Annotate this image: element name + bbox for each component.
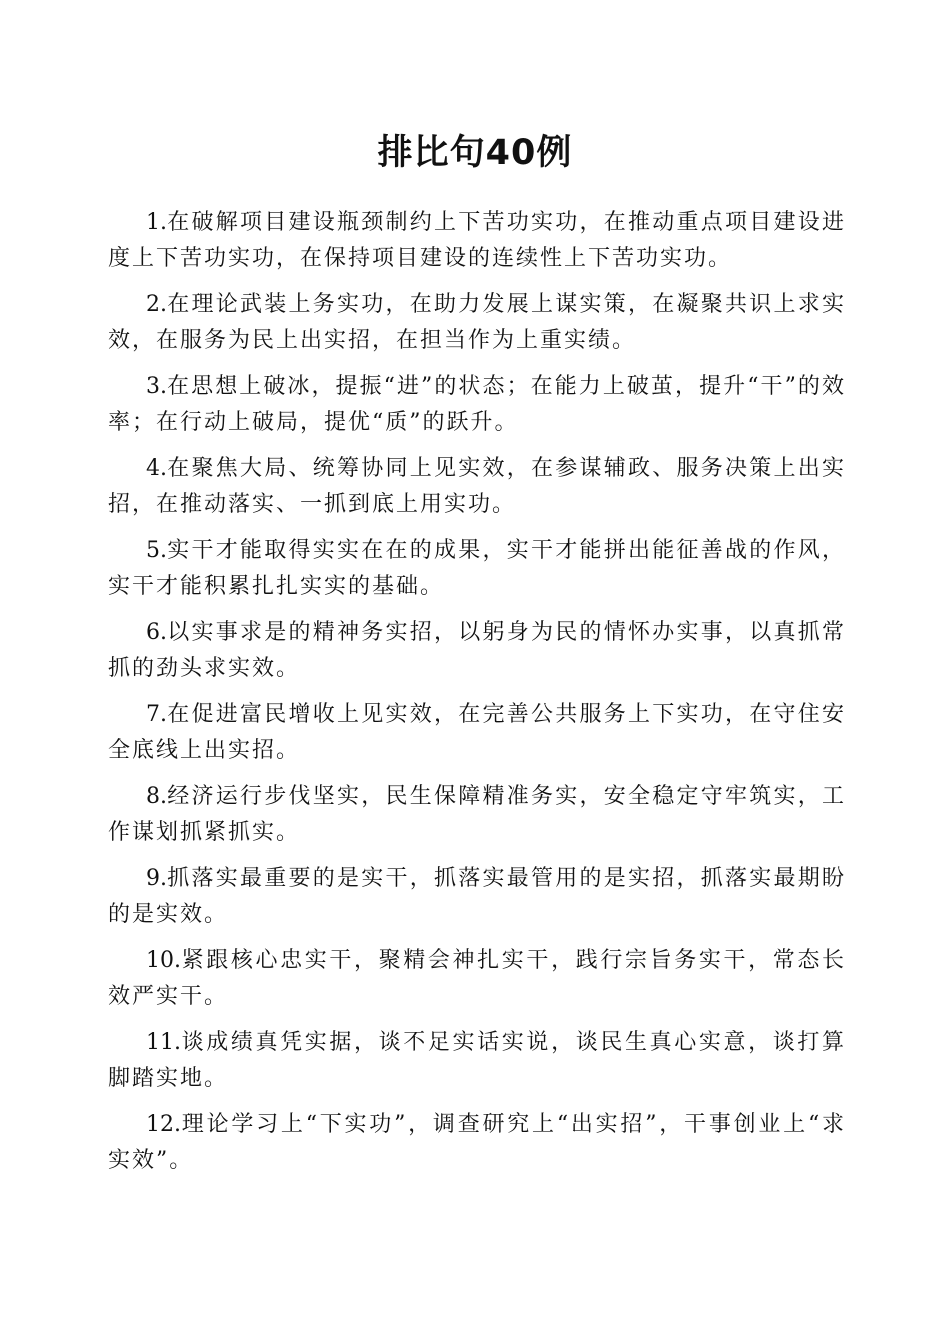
paragraph-number: 12. [146, 1112, 181, 1137]
paragraph-number: 5. [146, 538, 167, 563]
paragraph-number: 3. [146, 374, 167, 399]
paragraph-3 [108, 369, 846, 441]
paragraph-text: 谈成绩真凭实据，谈不足实话实说，谈民生真心实意，谈打算脚踏实地。 [108, 1030, 846, 1091]
paragraph-5 [108, 533, 846, 605]
paragraph-8 [108, 779, 846, 851]
paragraph-10 [108, 943, 846, 1015]
paragraph-number: 11. [146, 1030, 181, 1055]
paragraph-text: 以实事求是的精神务实招，以躬身为民的情怀办实事，以真抓常抓的劲头求实效。 [108, 620, 846, 681]
paragraph-12 [108, 1107, 846, 1179]
paragraph-number: 7. [146, 702, 167, 727]
paragraph-text: 经济运行步伐坚实，民生保障精准务实，安全稳定守牢筑实，工作谋划抓紧抓实。 [108, 784, 846, 845]
paragraph-number: 8. [146, 784, 167, 809]
paragraph-text: 在聚焦大局、统筹协同上见实效，在参谋辅政、服务决策上出实招，在推动落实、一抓到底上用实功。 [108, 456, 846, 517]
paragraph-text: 紧跟核心忠实干，聚精会神扎实干，践行宗旨务实干，常态长效严实干。 [108, 948, 846, 1009]
paragraph-number: 2. [146, 292, 167, 317]
paragraph-6 [108, 615, 846, 687]
paragraph-9 [108, 861, 846, 933]
paragraph-text: 在理论武装上务实功，在助力发展上谋实策，在凝聚共识上求实效，在服务为民上出实招，在担当作为上重实绩。 [108, 292, 846, 353]
document-body [108, 205, 846, 1189]
paragraph-1 [108, 205, 846, 277]
paragraph-number: 6. [146, 620, 167, 645]
page-title: 排比句40例 [377, 133, 573, 173]
paragraph-number: 4. [146, 456, 167, 481]
paragraph-text: 在思想上破冰，提振“进”的状态；在能力上破茧，提升“干”的效率；在行动上破局，提优“质”的跃升。 [108, 374, 846, 435]
paragraph-text: 理论学习上“下实功”，调查研究上“出实招”，干事创业上“求实效”。 [108, 1112, 846, 1173]
paragraph-number: 9. [146, 866, 167, 891]
paragraph-number: 10. [146, 948, 181, 973]
paragraph-text: 抓落实最重要的是实干，抓落实最管用的是实招，抓落实最期盼的是实效。 [108, 866, 846, 927]
paragraph-text: 在破解项目建设瓶颈制约上下苦功实功，在推动重点项目建设进度上下苦功实功，在保持项目建设的连续性上下苦功实功。 [108, 210, 846, 271]
paragraph-7 [108, 697, 846, 769]
paragraph-text: 实干才能取得实实在在的成果，实干才能拼出能征善战的作风，实干才能积累扎扎实实的基础。 [108, 538, 846, 599]
paragraph-number: 1. [146, 210, 167, 235]
paragraph-11 [108, 1025, 846, 1097]
paragraph-text: 在促进富民增收上见实效，在完善公共服务上下实功，在守住安全底线上出实招。 [108, 702, 846, 763]
paragraph-2 [108, 287, 846, 359]
paragraph-4 [108, 451, 846, 523]
